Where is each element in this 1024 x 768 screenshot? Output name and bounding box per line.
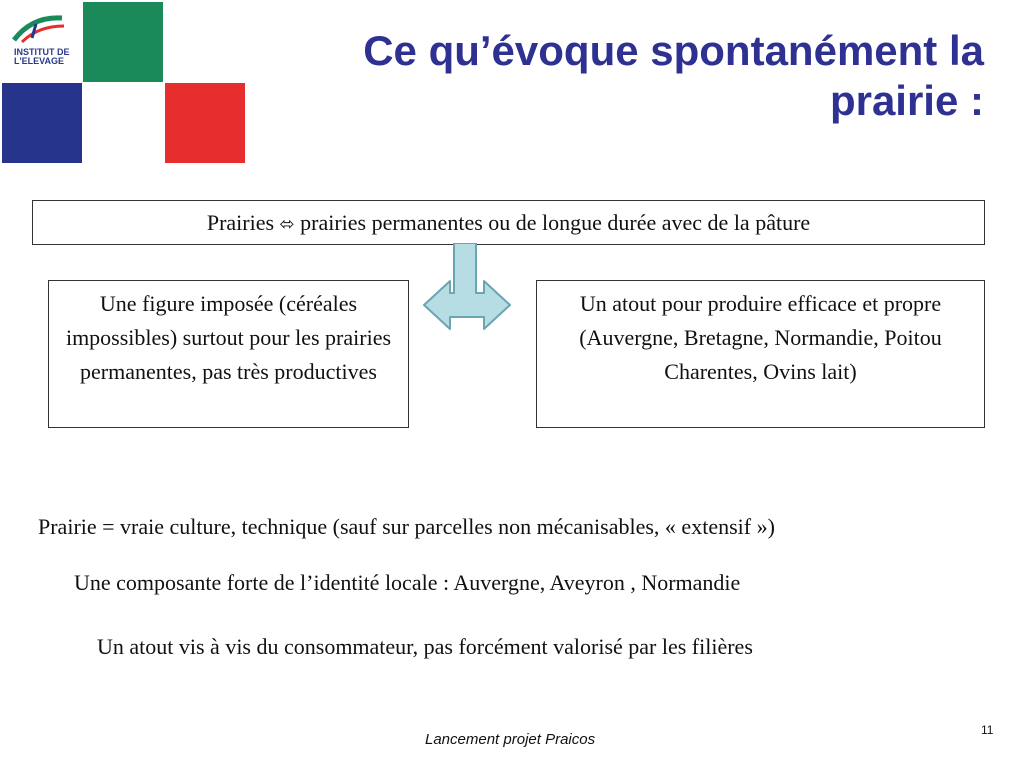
left-box-text: Une figure imposée (céréales impossibles) surtout pour les prairies permanentes, pas très productives bbox=[65, 291, 392, 384]
split-arrow-icon bbox=[412, 243, 522, 343]
logo-line-2: L'ELEVAGE bbox=[14, 56, 64, 66]
footer-text: Lancement projet Praicos bbox=[425, 731, 596, 748]
right-info-box bbox=[536, 280, 985, 428]
title-line-1: Ce qu’évoque spontanément la bbox=[363, 27, 984, 74]
statement-identity: Une composante forte de l’identité locale : Auvergne, Aveyron , Normandie bbox=[74, 570, 741, 595]
institut-elevage-logo bbox=[2, 2, 82, 82]
statement-culture: Prairie = vraie culture, technique (sauf sur parcelles non mécanisables, « extensif ») bbox=[38, 514, 775, 539]
title-line-2: prairie : bbox=[829, 77, 984, 124]
page-title bbox=[224, 26, 984, 126]
top-definition-box bbox=[32, 200, 985, 245]
statement-consumer: Un atout vis à vis du consommateur, pas forcément valorisé par les filières bbox=[97, 634, 753, 659]
logo-line-1: INSTITUT DE bbox=[14, 47, 70, 57]
logo-swoosh-icon bbox=[2, 2, 82, 48]
top-box-suffix: prairies permanentes ou de longue durée avec de la pâture bbox=[300, 210, 811, 235]
right-box-text: Un atout pour produire efficace et propre (Auvergne, Bretagne, Normandie, Poitou Charentes, Ovins lait) bbox=[579, 291, 942, 384]
top-box-prefix: Prairies bbox=[206, 210, 275, 235]
green-square bbox=[83, 2, 163, 82]
page-number: 11 bbox=[981, 723, 994, 737]
double-arrow-icon: ⬄ bbox=[279, 214, 295, 235]
blue-square bbox=[2, 83, 82, 163]
left-info-box bbox=[48, 280, 409, 428]
